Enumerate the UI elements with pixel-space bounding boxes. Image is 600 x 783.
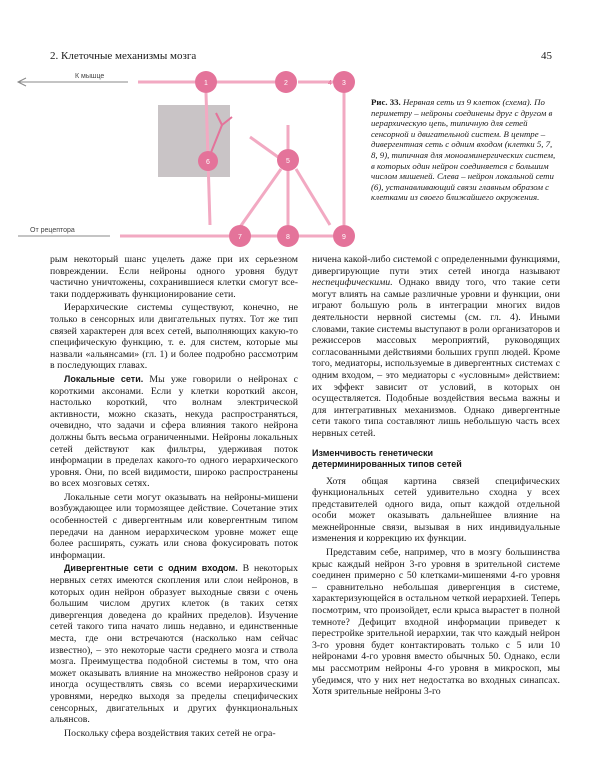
right-paragraph-1a: ничена какой-либо системой с определенными функциями, дивергирующие пути этих сетей иногда называют <box>312 254 560 277</box>
caption-label: Рис. 33. <box>371 97 401 107</box>
local-network-panel <box>158 105 230 177</box>
caption-text: Нервная сеть из 9 клеток (схема). По периметру – нейроны соединены друг с другом в иерархическую цепь, типичную для сетей сенсорной и двигательной систем. В центре – дивергентная сеть с одним входом (клетки 5, 7, 8, 9), типичная для моноаминергических систем, в которых один нейрон соединяется с большим числом мишеней. Слева – нейрон локальной сети (6), устанавливающий связи главным образом с клетками из своего ближайшего окружения. <box>371 97 556 203</box>
page-header <box>50 50 552 64</box>
page-number: 45 <box>541 50 552 62</box>
link-5-8 <box>240 169 281 227</box>
left-paragraph-3-text: Мы уже говорили о нейронах с короткими аксонами. Если у клетки короткий аксон, настолько короткий, что волнам электрической активности, можно сказать, некуда распространяться, очевидно, что задачи и сфера влияния такого нейрона должны быть весьма ограниченными. Нейроны локальных сетей действуют как фильтры, удерживая поток информации в пределах какого-то одного иерархического уровня. Они, по всей видимости, широко распространены во всех мозговых сетях. <box>50 373 298 490</box>
left-column <box>50 254 298 741</box>
link-5-arm-left <box>250 137 278 157</box>
left-paragraph-6: Поскольку сфера воздействия таких сетей не огра- <box>64 727 276 739</box>
right-paragraph-1 <box>312 254 560 440</box>
node-label-6: 6 <box>206 159 210 166</box>
right-paragraph-1-emphasis: неспецифическими. <box>312 277 393 289</box>
right-column <box>312 254 560 700</box>
left-paragraph-3 <box>50 374 298 490</box>
muscle-arrow <box>18 78 128 86</box>
left-paragraph-2: Иерархические системы существуют, конечно, не только в сенсорных или двигательных путях. Тот же тип связей характерен для всех сетей, выполняющих какую-то специфическую функцию, т. е. для систем, которые мы назвали «альянсами» (гл. 1) и более подробно рассмотрим в последующих главах. <box>50 302 298 372</box>
neural-network-figure <box>10 65 365 255</box>
section-heading <box>312 448 560 470</box>
left-paragraph-4: Локальные сети могут оказывать на нейроны-мишени возбуждающее или тормозящее действие. Сочетание этих особенностей с дивергентным или ковергентным типом передачи на данном иерархическом уровне может еще более расширять, сужать или снова фокусировать поток информации. <box>50 491 298 561</box>
link-5-9 <box>296 169 330 225</box>
node-label-4: 4 <box>328 80 332 87</box>
node-label-8: 8 <box>286 234 290 241</box>
right-paragraph-3: Представим себе, например, что в мозгу большинства крыс каждый нейрон 3-го уровня в зрительной системе соединен примерно с 50 клетками-мишенями 4-го уровня – сравнительно небольшая дивергенция в системе, характеризующейся в остальном четкой иерархией. Теперь посмотрим, что произойдет, если крыса вырастет в полной темноте? Дефицит входной информации приведет к перестройке зрительной иерархии, так что каждый нейрон 3-го уровня будет контактировать только с 5 или 10 нейронами 4-го уровня вместо обычных 50. Однако, если мы рассмотрим нейроны 4-го уровня в микроскоп, мы убедимся, что у них нет недостатка во входных синапсах. Хотя зрительные нейроны 3-го <box>312 547 560 698</box>
node-label-3: 3 <box>342 80 346 87</box>
node-label-2: 2 <box>284 80 288 87</box>
local-networks-heading: Локальные сети. <box>64 373 144 384</box>
left-paragraph-5 <box>50 563 298 725</box>
divergent-networks-heading: Дивергентные сети с одним входом. <box>64 563 238 574</box>
label-from-receptor: От рецептора <box>30 227 75 234</box>
right-paragraph-1b: Однако ввиду того, что такие сети могут влиять на самые различные уровни и функции, они играют большую роль в интеграции многих видов деятельности нервной системы (см. гл. 4). Иными словами, такие системы выступают в роли организаторов и режиссеров массовых мероприятий, руководящих согласованными действиями больших групп людей. Кроме того, медиаторы, используемые в дивергентных системах с одним входом, – это медиаторы с «условным» действием: их эффект зависит от условий, в которых он осуществляется. Подобные воздействия весьма важны и для интегративных механизмов. Однако дивергентные сети такого типа составляют лишь небольшую часть всех нервных сетей. <box>312 277 560 439</box>
figure-caption <box>371 97 556 203</box>
node-label-5: 5 <box>286 158 290 165</box>
section-heading-line-1: Изменчивость генетически <box>312 447 433 458</box>
node-label-9: 9 <box>342 234 346 241</box>
chapter-title: 2. Клеточные механизмы мозга <box>50 50 197 62</box>
right-paragraph-2: Хотя общая картина связей специфических функциональных сетей удивительно сходна у всех представителей одного вида, опыт каждой отдельной особи может оказывать дальнейшее влияние на межнейронные связи, вызывая в них индивидуальные изменения и коррекцию их функции. <box>312 475 560 545</box>
left-paragraph-1: рым некоторый шанс уцелеть даже при их серьезном повреждении. Если нейроны одного уровня будут частично уничтожены, сохранившиеся клетки смогут все-таки поддерживать функционирование сети. <box>50 254 298 300</box>
left-paragraph-5-text: В некоторых нервных сетях имеются скопления или слои нейронов, в которых один нейрон образует выходные связи с очень большим числом других клеток (в таких сетях дивергенция доведена до крайних пределов). Изучение сетей такого типа начато лишь недавно, и единственные места, где они встречаются (насколько нам сейчас известно), – это некоторые части среднего мозга и ствола мозга. Преимущества подобной системы в том, что она может оказывать влияние на множество нейронов сразу и иногда осуществлять связь со всеми иерархическими уровнями, нередко выходя за пределы специфических сенсорных, двигательных и других функциональных альянсов. <box>50 563 298 726</box>
output-chain-links <box>120 82 344 236</box>
section-heading-line-2: детерминированных типов сетей <box>312 458 462 469</box>
node-label-7: 7 <box>238 234 242 241</box>
label-to-muscle: К мышце <box>75 73 105 80</box>
node-label-1: 1 <box>204 80 208 87</box>
